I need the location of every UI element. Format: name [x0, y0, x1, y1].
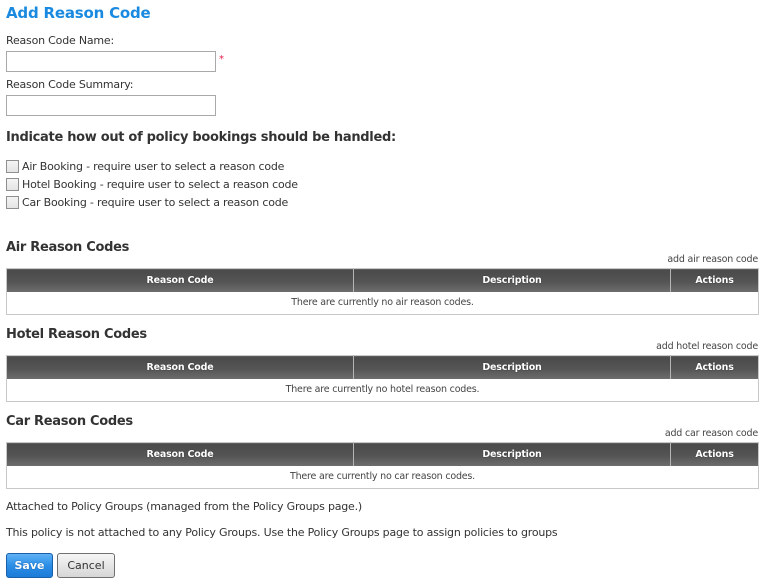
- hotel-reason-codes-title: Hotel Reason Codes: [6, 327, 147, 342]
- column-header-actions: Actions: [671, 443, 759, 466]
- car-booking-label: Car Booking - require user to select a reason code: [22, 195, 289, 209]
- add-hotel-reason-code-link[interactable]: add hotel reason code: [656, 341, 758, 352]
- air-reason-codes-title: Air Reason Codes: [6, 240, 130, 255]
- column-header-reason-code[interactable]: Reason Code: [7, 443, 354, 466]
- policy-groups-status: This policy is not attached to any Policy Groups. Use the Policy Groups page to assign policies to groups: [6, 526, 558, 539]
- reason-code-summary-input[interactable]: [6, 95, 216, 116]
- empty-row: [7, 379, 759, 402]
- hotel-booking-checkbox[interactable]: [6, 178, 19, 191]
- empty-message: There are currently no air reason codes.: [7, 292, 759, 315]
- reason-code-name-label: Reason Code Name:: [6, 34, 115, 47]
- policy-groups-label: Attached to Policy Groups (managed from the Policy Groups page.): [6, 500, 363, 513]
- empty-row: [7, 292, 759, 315]
- add-air-reason-code-link[interactable]: add air reason code: [667, 254, 758, 265]
- car-booking-option[interactable]: [6, 194, 288, 210]
- required-marker: *: [219, 54, 224, 65]
- car-reason-codes-table: [6, 442, 759, 489]
- hotel-reason-codes-table: [6, 355, 759, 402]
- empty-message: There are currently no hotel reason codes.: [7, 379, 759, 402]
- column-header-actions: Actions: [671, 269, 759, 292]
- column-header-actions: Actions: [671, 356, 759, 379]
- column-header-description[interactable]: Description: [354, 269, 671, 292]
- column-header-reason-code[interactable]: Reason Code: [7, 356, 354, 379]
- car-reason-codes-title: Car Reason Codes: [6, 414, 133, 429]
- empty-message: There are currently no car reason codes.: [7, 466, 759, 489]
- column-header-description[interactable]: Description: [354, 356, 671, 379]
- reason-code-summary-label: Reason Code Summary:: [6, 78, 134, 91]
- add-car-reason-code-link[interactable]: add car reason code: [664, 428, 758, 439]
- policy-handling-heading: Indicate how out of policy bookings should be handled:: [6, 130, 396, 145]
- column-header-reason-code[interactable]: Reason Code: [7, 269, 354, 292]
- empty-row: [7, 466, 759, 489]
- car-booking-checkbox[interactable]: [6, 196, 19, 209]
- cancel-button[interactable]: Cancel: [57, 553, 115, 578]
- column-header-description[interactable]: Description: [354, 443, 671, 466]
- hotel-booking-label: Hotel Booking - require user to select a reason code: [22, 177, 298, 191]
- air-booking-label: Air Booking - require user to select a reason code: [22, 159, 285, 173]
- page-title: Add Reason Code: [6, 4, 151, 22]
- reason-code-name-input[interactable]: [6, 51, 216, 72]
- air-booking-checkbox[interactable]: [6, 160, 19, 173]
- air-reason-codes-table: [6, 268, 759, 315]
- air-booking-option[interactable]: [6, 158, 284, 174]
- hotel-booking-option[interactable]: [6, 176, 298, 192]
- save-button[interactable]: Save: [6, 553, 53, 578]
